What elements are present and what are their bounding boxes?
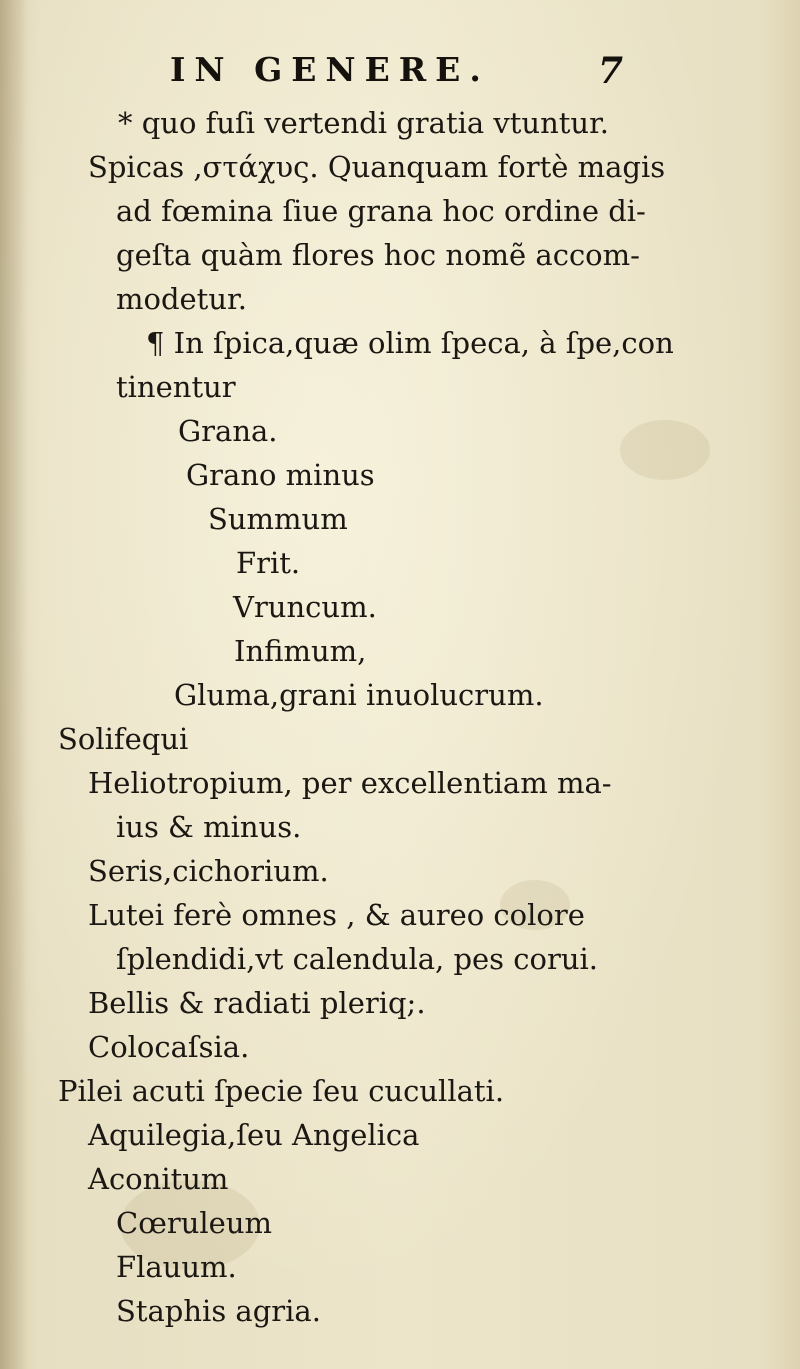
text-line: modetur. [116,282,247,316]
text-line: Summum [208,502,348,536]
text-line: ¶ In ſpica,quæ olim ſpeca, à ſpe,con [146,326,674,360]
text-line: Heliotropium, per excellentiam ma- [88,766,612,800]
gutter-shadow [0,0,28,1369]
text-line: Aconitum [88,1162,229,1196]
text-line: Vruncum. [233,590,377,624]
text-line: ius & minus. [116,810,302,844]
text-line: Aquilegia,ſeu Angelica [88,1118,420,1152]
text-line: Grana. [178,414,278,448]
text-line: Lutei ferè omnes , & aureo colore [88,898,585,932]
paper-stain [620,420,710,480]
text-line: Cœruleum [116,1206,273,1240]
text-line: ſplendidi,vt calendula, pes corui. [116,942,599,976]
running-head [0,50,800,100]
text-line: Flauum. [116,1250,237,1284]
text-line: Colocaſsia. [88,1030,250,1064]
text-line: ad fœmina ſiue grana hoc ordine di- [116,194,646,228]
text-line: Seris,cichorium. [88,854,329,888]
page-number: 7 [598,50,624,92]
text-line: geſta quàm flores hoc nomẽ accom- [116,238,640,272]
text-line: Pilei acuti ſpecie ſeu cucullati. [58,1074,505,1108]
text-line: Staphis agria. [116,1294,321,1328]
text-line: Gluma,grani inuolucrum. [174,678,544,712]
text-line: Frit. [236,546,301,580]
text-line: Infimum, [234,634,367,668]
text-line: Bellis & radiati pleriq;. [88,986,426,1020]
text-line: Solifequi [58,722,189,756]
text-line: Grano minus [186,458,375,492]
text-line: tinentur [116,370,236,404]
text-line: * quo fuſi vertendi gratia vtuntur. [118,106,610,140]
text-line: Spicas ,στάχυς. Quanquam fortè magis [88,150,666,184]
running-title: IN GENERE. [170,50,490,89]
